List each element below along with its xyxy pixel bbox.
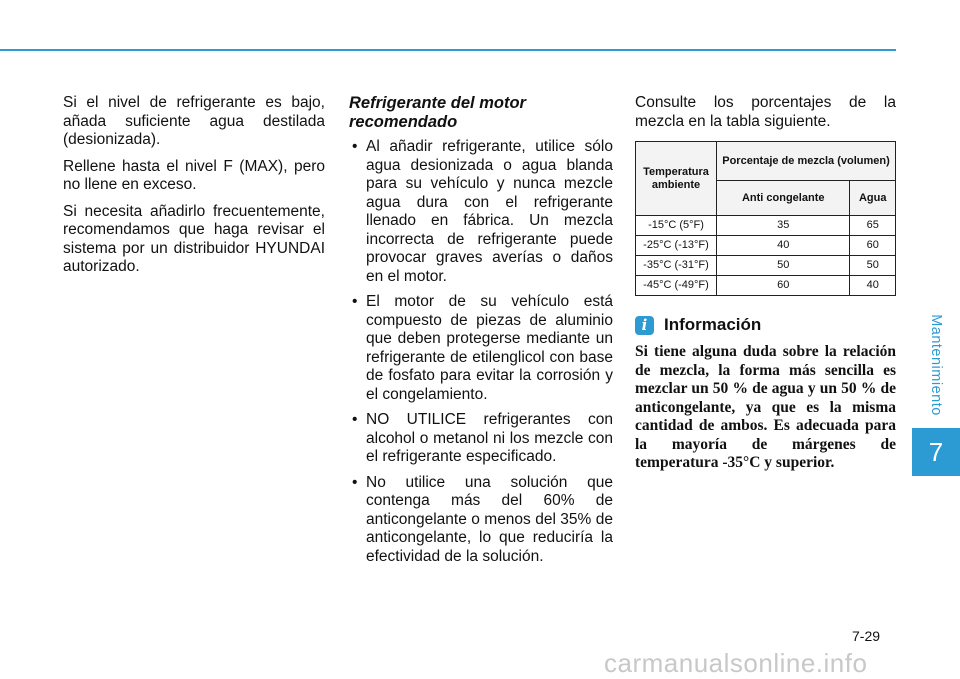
bullet-item: • No utilice una solución que contenga más del 60% de anticongelante o menos del 35% de anticongelante, lo que reduciría la efectividad de la solución. — [349, 474, 613, 567]
header-antifreeze: Anti congelante — [717, 181, 850, 216]
cell-temperature: -15°C (5°F) — [636, 216, 717, 236]
table-row — [636, 256, 896, 276]
cell-temperature: -25°C (-13°F) — [636, 236, 717, 256]
table-intro: Consulte los porcentajes de la mezcla en la tabla siguiente. — [635, 94, 896, 130]
cell-water: 60 — [850, 236, 896, 256]
column-left — [63, 94, 325, 285]
bullet-list — [349, 138, 613, 566]
section-heading: Refrigerante del motor recomendado — [349, 94, 526, 131]
header-water: Agua — [850, 181, 896, 216]
header-temperature: Temperatura ambiente — [636, 142, 717, 216]
cell-antifreeze: 50 — [717, 256, 850, 276]
info-title: Información — [664, 315, 762, 335]
paragraph: Si el nivel de refrigerante es bajo, añada suficiente agua destilada (desionizada). — [63, 94, 325, 148]
paragraph: Si necesita añadirlo frecuentemente, recomendamos que haga revisar el sistema por un distribuidor HYUNDAI autorizado. — [63, 202, 325, 275]
header-mix-percentage: Porcentaje de mezcla (volumen) — [717, 142, 896, 181]
chapter-side-label — [916, 300, 956, 430]
cell-antifreeze: 40 — [717, 236, 850, 256]
column-right — [635, 94, 896, 473]
coolant-mix-table — [635, 141, 896, 296]
watermark: carmanualsonline.info — [604, 648, 868, 678]
cell-water: 40 — [850, 276, 896, 296]
bullet-item: • El motor de su vehículo está compuesto de piezas de aluminio que deben protegerse mediante un refrigerante de etilenglicol con base de fosfato para evitar la corrosión y el congelamiento. — [349, 293, 613, 404]
column-middle — [349, 94, 613, 573]
bullet-item: • NO UTILICE refrigerantes con alcohol o metanol ni los mezcle con el refrigerante especificado. — [349, 411, 613, 467]
cell-water: 65 — [850, 216, 896, 236]
cell-temperature: -35°C (-31°F) — [636, 256, 717, 276]
info-icon: i — [635, 316, 654, 335]
chapter-title: Mantenimiento — [928, 314, 945, 416]
table-row — [636, 236, 896, 256]
cell-temperature: -45°C (-49°F) — [636, 276, 717, 296]
info-header — [635, 316, 896, 335]
paragraph: Rellene hasta el nivel F (MAX), pero no llene en exceso. — [63, 157, 325, 193]
chapter-number-badge: 7 — [912, 428, 960, 476]
table-row — [636, 276, 896, 296]
top-divider — [0, 49, 896, 51]
table-row — [636, 216, 896, 236]
cell-antifreeze: 60 — [717, 276, 850, 296]
cell-water: 50 — [850, 256, 896, 276]
page-number: 7-29 — [852, 628, 881, 644]
info-body: Si tiene alguna duda sobre la relación de mezcla, la forma más sencilla es mezclar un 50 % de agua y un 50 % de anticongelante, ya que es la misma cantidad de ambos. Es adecuada para la mayoría de márgenes de temperatura -35°C y superior. — [635, 343, 896, 471]
bullet-item: • Al añadir refrigerante, utilice sólo agua desionizada o agua blanda para su vehículo y nunca mezcle agua dura con el refrigerante llenado en fábrica. Un mezcla incorrecta de refrigerante puede provocar graves averías o daños en el motor. — [349, 138, 613, 286]
cell-antifreeze: 35 — [717, 216, 850, 236]
